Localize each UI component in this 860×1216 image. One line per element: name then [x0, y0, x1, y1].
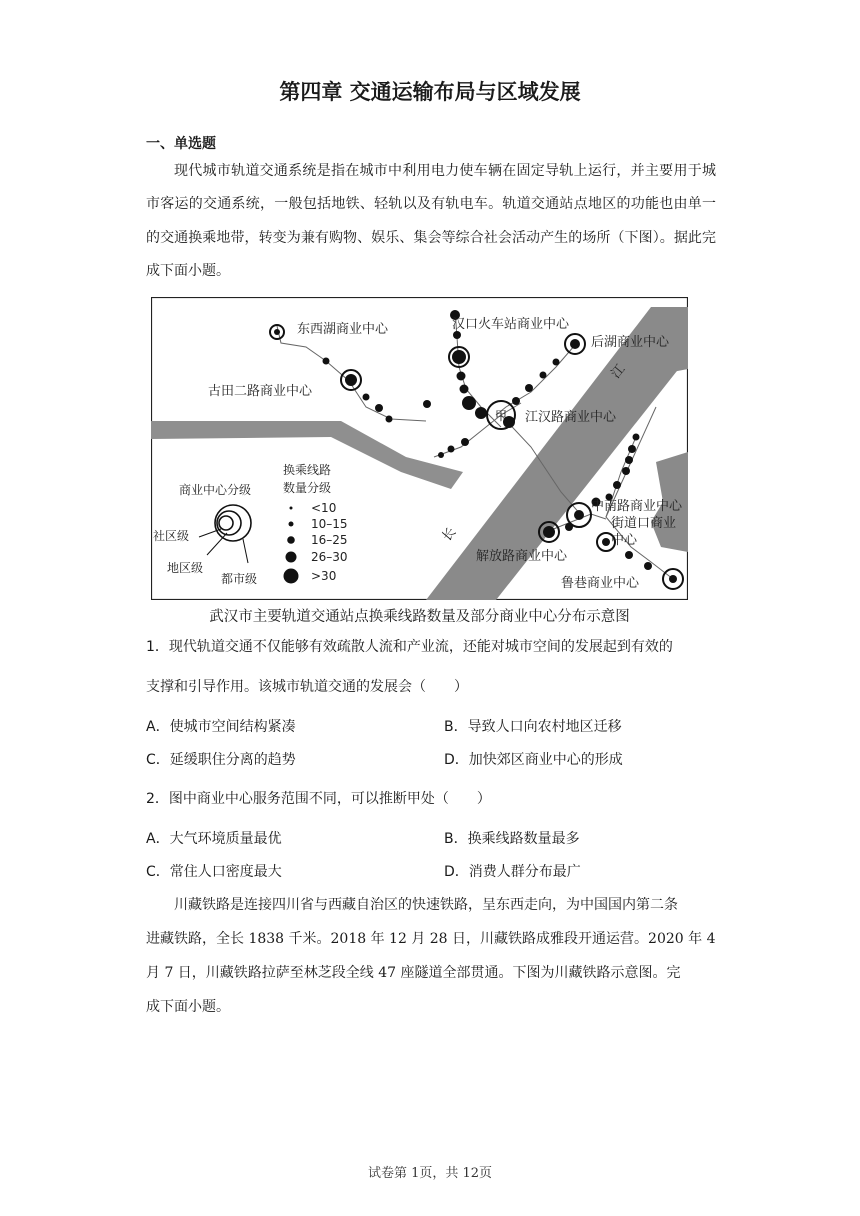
map-caption: 武汉市主要轨道交通站点换乘线路数量及部分商业中心分布示意图: [209, 609, 630, 625]
q2-stem: 2．图中商业中心服务范围不同，可以推断甲处（ ）: [146, 791, 491, 807]
legend-community: 社区级: [153, 529, 190, 543]
label-jiefanglu: 解放路商业中心: [476, 549, 568, 564]
legend-10-15: 10–15: [311, 517, 348, 531]
label-jia: 甲: [495, 409, 508, 423]
label-dongxihu: 东西湖商业中心: [297, 322, 389, 337]
page-footer: 试卷第 1页，共 12页: [367, 1166, 493, 1181]
label-luxiang: 鲁巷商业中心: [561, 576, 640, 591]
label-jiedaokou: 街道口商业: [611, 516, 677, 531]
q1-option-a[interactable]: A．使城市空间结构紧凑: [146, 719, 296, 735]
q2-option-d[interactable]: D．消费人群分布最广: [444, 864, 581, 880]
page-title: 第四章 交通运输布局与区域发展: [279, 80, 581, 104]
q1-option-c[interactable]: C．延缓职住分离的趋势: [146, 752, 296, 768]
legend-gt30: >30: [311, 569, 337, 583]
passage2-line-3: 月 7 日，川藏铁路拉萨至林芝段全线 47 座隧道全部贯通。下图为川藏铁路示意图。完: [146, 965, 681, 981]
q1-option-d[interactable]: D．加快郊区商业中心的形成: [444, 752, 623, 768]
q2-option-a[interactable]: A．大气环境质量最优: [146, 831, 282, 847]
wuhan-transit-map: [151, 297, 688, 600]
river-label-jiang: 江: [608, 361, 629, 382]
legend-16-25: 16–25: [311, 533, 348, 547]
passage2-line-2: 进藏铁路，全长 1838 千米。2018 年 12 月 28 日，川藏铁路成雅段开通运营。2020 年 4: [146, 931, 716, 947]
legend-26-30: 26–30: [311, 550, 348, 564]
passage2-line-4: 成下面小题。: [146, 999, 230, 1015]
legend-center-title: 商业中心分级: [179, 483, 252, 497]
legend-district: 地区级: [167, 561, 204, 575]
q1-stem-1: 1．现代轨道交通不仅能够有效疏散人流和产业流，还能对城市空间的发展起到有效的: [146, 639, 673, 655]
label-jianghanlu: 江汉路商业中心: [525, 410, 617, 425]
q2-option-c[interactable]: C．常住人口密度最大: [146, 864, 282, 880]
legend-transfer-title-1: 换乘线路: [283, 463, 332, 477]
river-label-chang: 长: [439, 524, 460, 545]
q1-option-b[interactable]: B．导致人口向农村地区迁移: [444, 719, 622, 735]
passage2-line-1: 川藏铁路是连接四川省与西藏自治区的快速铁路，呈东西走向，为中国国内第二条: [174, 897, 678, 913]
label-gutian: 古田二路商业中心: [208, 384, 313, 399]
label-zhongnanlu: 中南路商业中心: [591, 499, 683, 514]
legend-transfer-title-2: 数量分级: [283, 481, 332, 495]
legend-lt10: <10: [311, 501, 337, 515]
section-heading: 一、单选题: [146, 136, 216, 152]
intro-paragraph: 现代城市轨道交通系统是指在城市中利用电力使车辆在固定导轨上运行，并主要用于城市客运的交通系统，一般包括地铁、轻轨以及有轨电车。轨道交通站点地区的功能也由单一的交通换乘地带，转变为兼有购物、娱乐、集会等综合社会活动产生的场所（下图）。据此完成下面小题。: [146, 163, 716, 280]
label-houhu: 后湖商业中心: [591, 335, 670, 350]
q2-option-b[interactable]: B．换乘线路数量最多: [444, 831, 580, 847]
label-jiedaokou-2: 中心: [611, 533, 638, 548]
label-hankou-station: 汉口火车站商业中心: [452, 317, 570, 332]
legend-metro: 都市级: [221, 572, 258, 586]
q1-stem-2: 支撑和引导作用。该城市轨道交通的发展会（ ）: [146, 679, 468, 695]
